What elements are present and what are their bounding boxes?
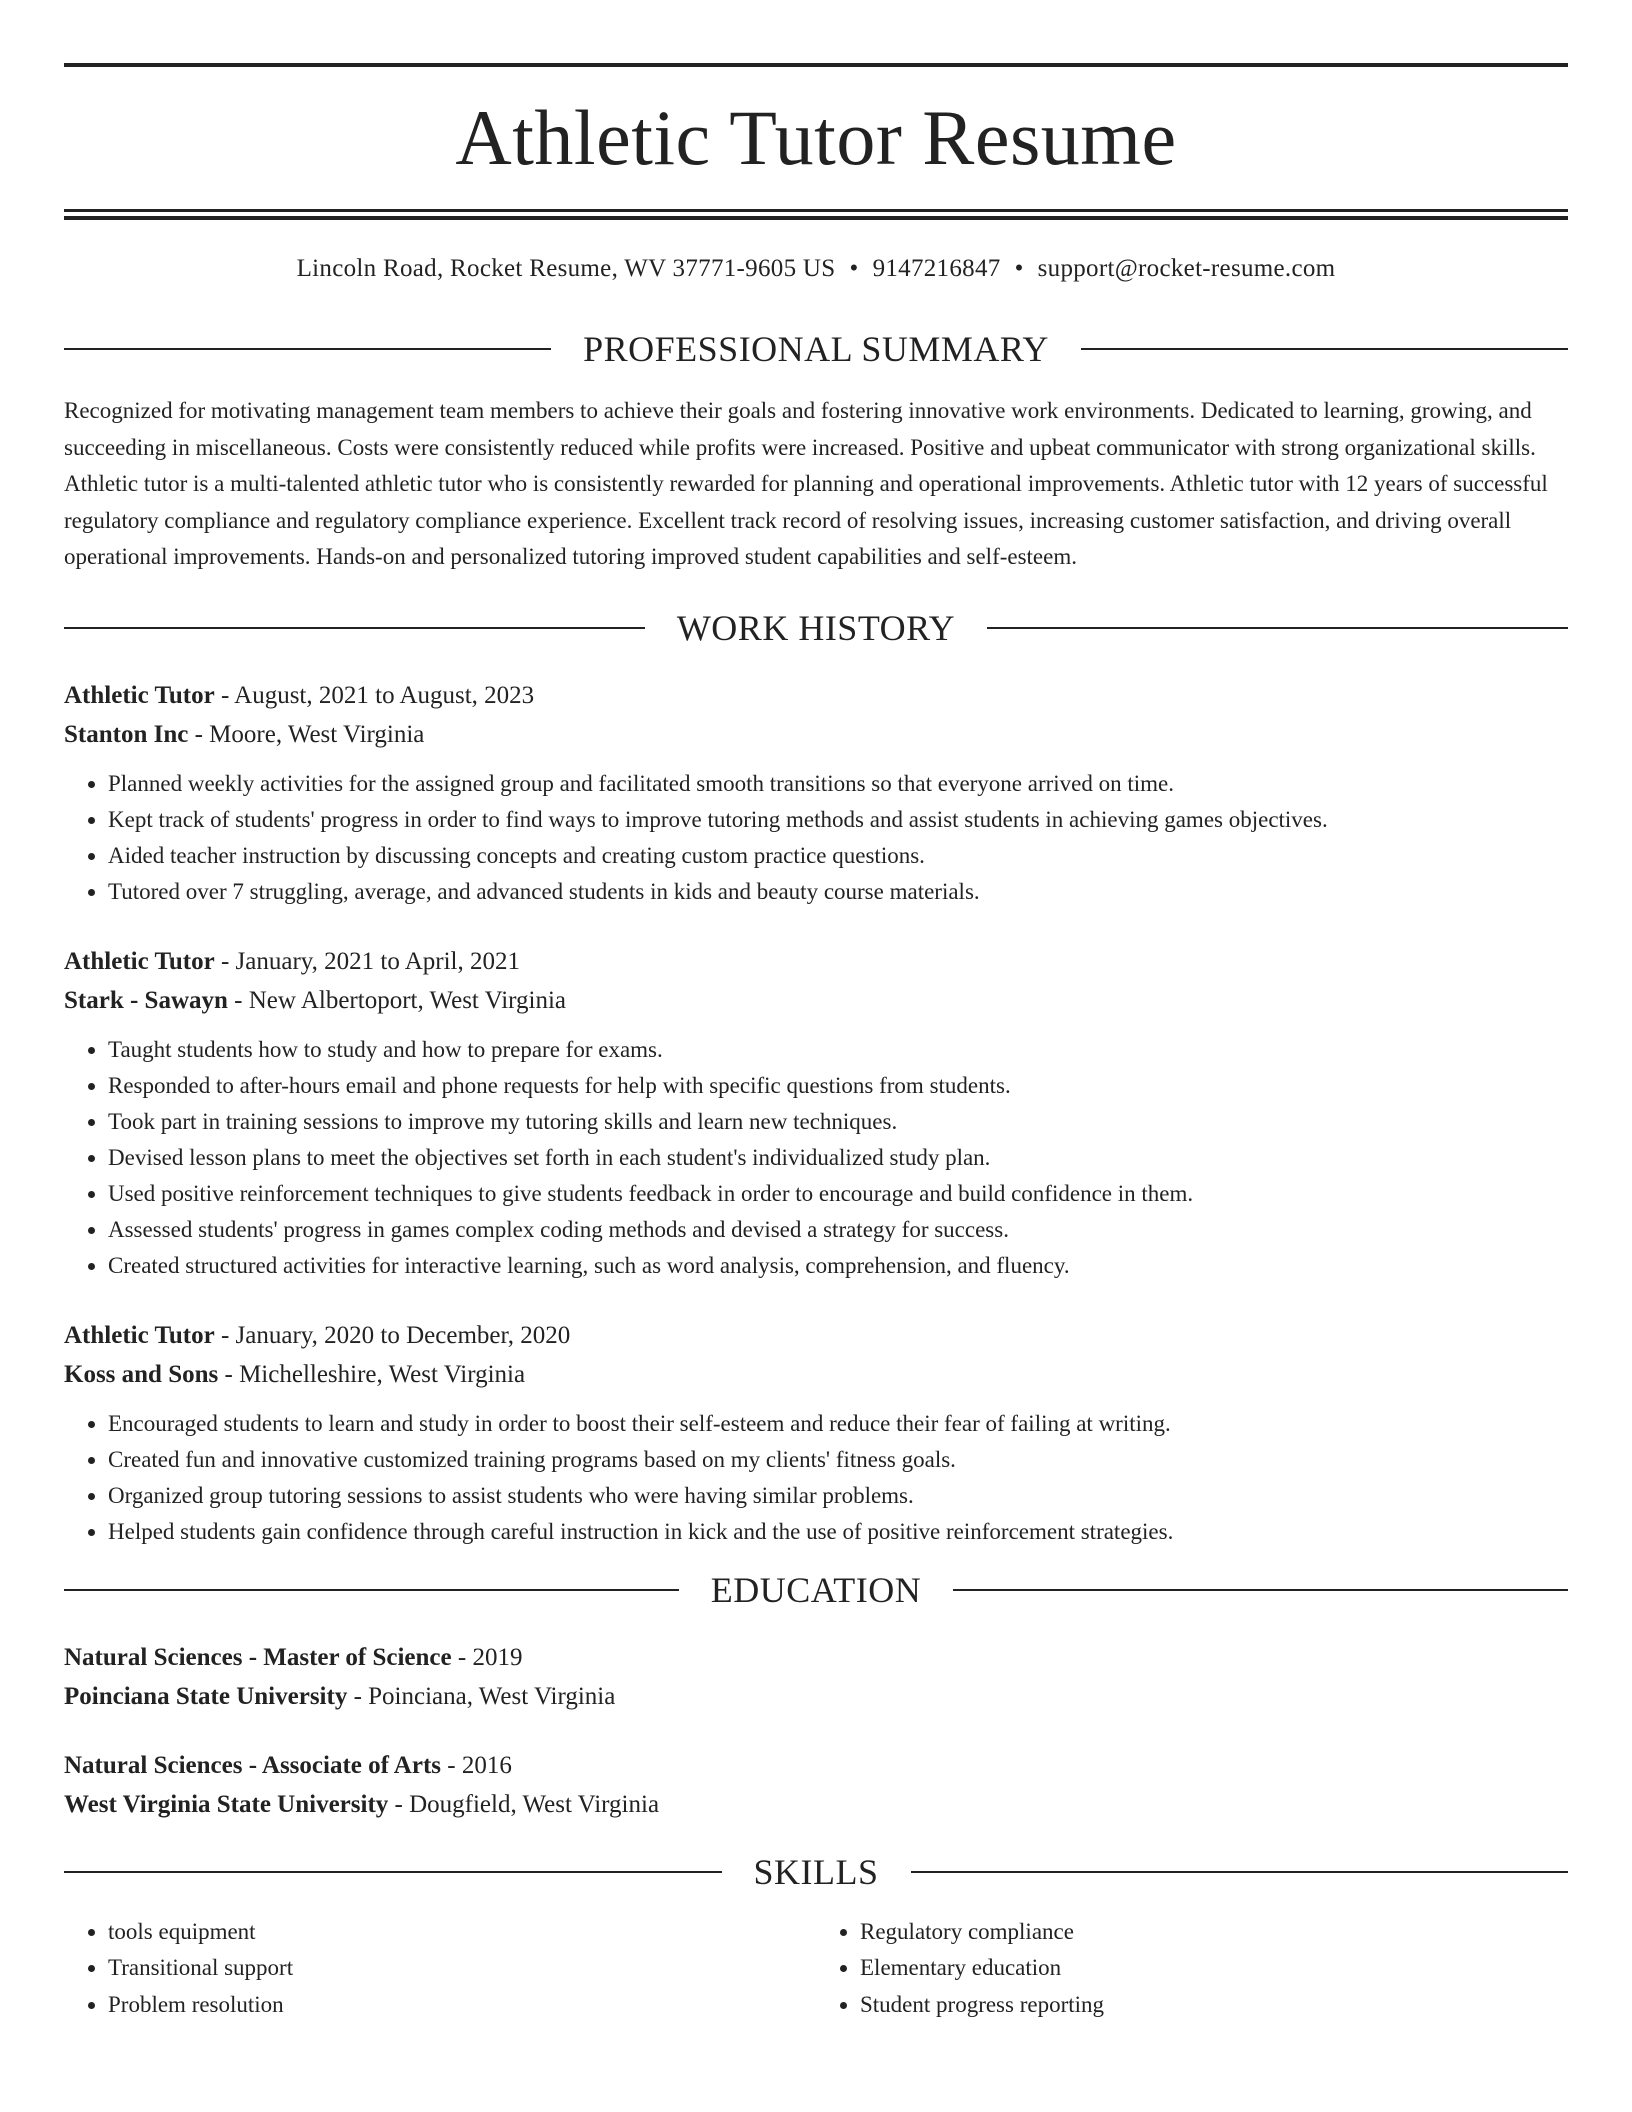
heading-rule — [911, 1871, 1569, 1873]
job-company-line — [64, 1355, 1568, 1394]
job-entry — [64, 942, 1568, 1284]
heading-rule — [64, 627, 645, 629]
list-item: • Created structured activities for interactive learning, such as word analysis, comprehension, and fluency. — [108, 1248, 1568, 1284]
list-item: • Used positive reinforcement techniques to give students feedback in order to encourage and build confidence in them. — [108, 1176, 1568, 1212]
list-item: • Encouraged students to learn and study in order to boost their self-esteem and reduce their fear of failing at writing. — [108, 1406, 1568, 1442]
contact-separator: • — [1014, 255, 1024, 282]
list-item: • Kept track of students' progress in order to find ways to improve tutoring methods and assist students in achieving games objectives. — [108, 802, 1568, 838]
contact-address: Lincoln Road, Rocket Resume, WV 37771-9605 US — [296, 255, 836, 282]
heading-rule — [64, 348, 551, 350]
job-title-line — [64, 1316, 1568, 1355]
list-item: • Created fun and innovative customized training programs based on my clients' fitness goals. — [108, 1442, 1568, 1478]
list-item: • Helped students gain confidence through careful instruction in kick and the use of positive reinforcement strategies. — [108, 1514, 1568, 1550]
school: Poinciana State University — [64, 1682, 348, 1710]
school-location: - Dougfield, West Virginia — [388, 1790, 660, 1818]
page-title: Athletic Tutor Resume — [455, 94, 1177, 181]
section-title: PROFESSIONAL SUMMARY — [583, 329, 1049, 369]
list-item: • Devised lesson plans to meet the objectives set forth in each student's individualized study plan. — [108, 1140, 1568, 1176]
school-line — [64, 1785, 1568, 1824]
job-title: Athletic Tutor — [64, 681, 215, 709]
job-title: Athletic Tutor — [64, 947, 215, 975]
list-item: • Took part in training sessions to improve my tutoring skills and learn new techniques. — [108, 1104, 1568, 1140]
top-rule — [64, 63, 1568, 67]
heading-rule — [953, 1589, 1568, 1591]
skill-item: • Problem resolution — [108, 1987, 816, 2024]
skills-list — [64, 1914, 1568, 2024]
summary-text: Recognized for motivating management team members to achieve their goals and fostering innovative work environments. Dedicated to learning, growing, and succeeding in miscellaneous. Costs were consistently reduced while profits were increased. Positive and upbeat communicator with strong organizational skills. Athletic tutor is a multi-talented athletic tutor who is consistently rewarded for planning and operational improvements. Athletic tutor with 12 years of successful regulatory compliance and regulatory compliance experience. Excellent track record of resolving issues, increasing customer satisfaction, and driving overall operational improvements. Hands-on and personalized tutoring improved student capabilities and self-esteem. — [64, 398, 1548, 569]
job-location: - New Albertoport, West Virginia — [227, 986, 567, 1014]
degree: Natural Sciences - Associate of Arts — [64, 1751, 442, 1779]
contact-line — [64, 256, 1568, 281]
list-item: • Responded to after-hours email and phone requests for help with specific questions from students. — [108, 1068, 1568, 1104]
skill-item: • tools equipment — [108, 1914, 816, 1951]
degree: Natural Sciences - Master of Science — [64, 1643, 452, 1671]
list-item: • Tutored over 7 struggling, average, and advanced students in kids and beauty course materials. — [108, 874, 1568, 910]
job-location: - Michelleshire, West Virginia — [218, 1360, 526, 1388]
education-entry — [64, 1746, 1568, 1824]
job-entry — [64, 1316, 1568, 1550]
school-location: - Poinciana, West Virginia — [347, 1682, 616, 1710]
job-company: Stanton Inc — [64, 720, 189, 748]
contact-email: support@rocket-resume.com — [1037, 255, 1336, 282]
job-bullets — [64, 1032, 1568, 1284]
school: West Virginia State University — [64, 1790, 389, 1818]
section-heading-education — [64, 1569, 1568, 1610]
school-line — [64, 1677, 1568, 1716]
title-double-rule — [64, 209, 1568, 220]
list-item: • Organized group tutoring sessions to assist students who were having similar problems. — [108, 1478, 1568, 1514]
job-title: Athletic Tutor — [64, 1321, 215, 1349]
section-heading-summary — [64, 331, 1568, 367]
section-title: SKILLS — [753, 1851, 879, 1892]
skill-item: • Student progress reporting — [860, 1987, 1568, 2024]
skill-item: • Elementary education — [860, 1950, 1568, 1987]
heading-rule — [987, 627, 1568, 629]
degree-line — [64, 1638, 1568, 1677]
section-heading-skills — [64, 1851, 1568, 1892]
job-entry — [64, 676, 1568, 910]
skills-column-left — [64, 1914, 816, 2024]
heading-rule — [64, 1871, 722, 1873]
section-title: EDUCATION — [710, 1569, 922, 1610]
job-title-line — [64, 942, 1568, 981]
job-company-line — [64, 981, 1568, 1020]
job-dates: - August, 2021 to August, 2023 — [214, 681, 535, 709]
contact-phone: 9147216847 — [872, 255, 1001, 282]
job-dates: - January, 2020 to December, 2020 — [214, 1321, 571, 1349]
job-company: Stark - Sawayn — [64, 986, 228, 1014]
job-location: - Moore, West Virginia — [188, 720, 425, 748]
contact-separator: • — [849, 255, 859, 282]
job-dates: - January, 2021 to April, 2021 — [214, 947, 520, 975]
skills-column-right — [816, 1914, 1568, 2024]
job-bullets — [64, 766, 1568, 910]
section-heading-work — [64, 607, 1568, 648]
job-company: Koss and Sons — [64, 1360, 219, 1388]
degree-year: - 2019 — [451, 1643, 523, 1671]
skill-item: • Transitional support — [108, 1950, 816, 1987]
skill-item: • Regulatory compliance — [860, 1914, 1568, 1951]
list-item: • Assessed students' progress in games complex coding methods and devised a strategy for success. — [108, 1212, 1568, 1248]
list-item: • Planned weekly activities for the assigned group and facilitated smooth transitions so that everyone arrived on time. — [108, 766, 1568, 802]
job-title-line — [64, 676, 1568, 715]
heading-rule — [1081, 348, 1568, 350]
heading-rule — [64, 1589, 679, 1591]
section-title: WORK HISTORY — [676, 607, 956, 648]
list-item: • Taught students how to study and how to prepare for exams. — [108, 1032, 1568, 1068]
education-entry — [64, 1638, 1568, 1716]
list-item: • Aided teacher instruction by discussing concepts and creating custom practice questions. — [108, 838, 1568, 874]
job-bullets — [64, 1406, 1568, 1550]
job-company-line — [64, 715, 1568, 754]
degree-year: - 2016 — [441, 1751, 512, 1779]
degree-line — [64, 1746, 1568, 1785]
